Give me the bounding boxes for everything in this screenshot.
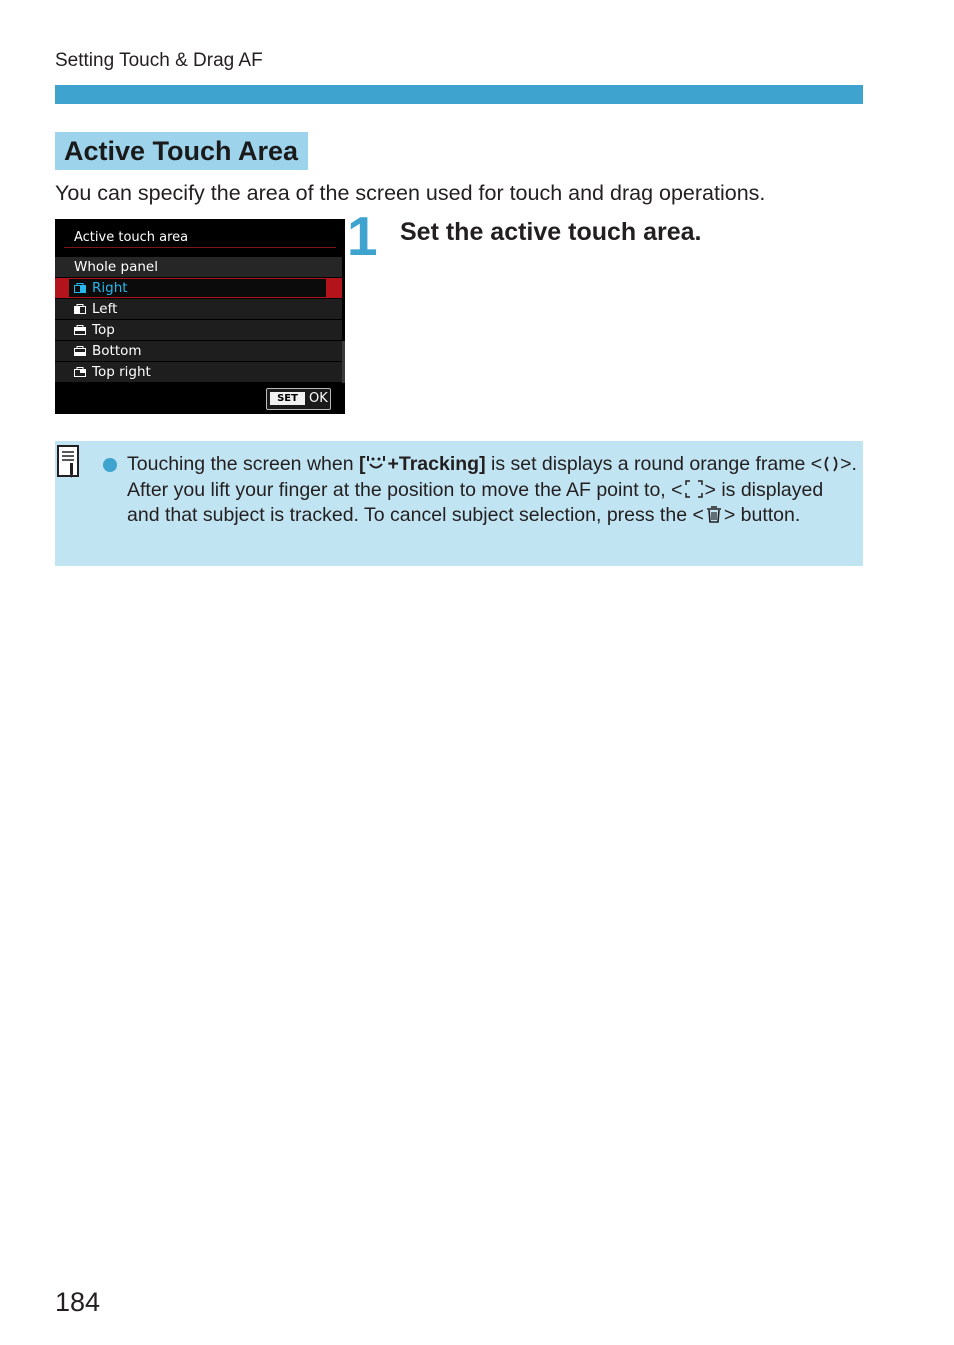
top-area-icon: [74, 325, 86, 335]
menu-item-label: Top: [92, 322, 115, 338]
menu-item-top-right[interactable]: [55, 362, 342, 382]
top-right-area-icon: [74, 367, 86, 377]
round-frame-icon: [822, 455, 840, 473]
note-box: [55, 441, 863, 566]
note-text: Touching the screen when [ +Tracking] is set displays a round orange frame < >. After you lift your finger at the position to move the AF point to, < > is displayed and that subject is tracked. To cancel subject selection, press the < > button.: [127, 453, 857, 526]
menu-item-label: Bottom: [92, 343, 142, 359]
camera-menu-screen: [55, 219, 345, 414]
header-bar: [55, 85, 863, 104]
menu-title-divider: [64, 247, 336, 248]
bullet-icon: [103, 458, 117, 472]
memo-icon: [57, 445, 83, 479]
menu-item-label: Whole panel: [74, 259, 158, 275]
menu-item-label: Left: [92, 301, 118, 317]
section-title: Active Touch Area: [55, 132, 308, 170]
menu-item-label: Top right: [92, 364, 151, 380]
step-number: 1: [347, 205, 378, 267]
set-ok-button[interactable]: [266, 388, 331, 410]
running-head: Setting Touch & Drag AF: [55, 50, 263, 71]
ok-label: OK: [309, 391, 328, 406]
set-key-icon: SET: [270, 392, 305, 405]
menu-list: [55, 257, 342, 383]
face-tracking-icon: [365, 453, 387, 473]
intro-text: You can specify the area of the screen used for touch and drag operations.: [55, 181, 766, 205]
menu-item-top[interactable]: [55, 320, 342, 340]
bottom-area-icon: [74, 346, 86, 356]
menu-item-whole-panel[interactable]: [55, 257, 342, 277]
menu-scrollbar[interactable]: [342, 341, 345, 383]
right-area-icon: [74, 283, 86, 293]
trash-icon: [704, 504, 724, 524]
menu-item-label: Right: [92, 280, 128, 296]
page-number: 184: [55, 1287, 101, 1317]
step-heading: Set the active touch area.: [400, 218, 702, 246]
menu-item-right[interactable]: [55, 278, 342, 298]
left-area-icon: [74, 304, 86, 314]
menu-title: Active touch area: [74, 230, 189, 245]
menu-item-left[interactable]: [55, 299, 342, 319]
tracking-frame-icon: [683, 479, 705, 499]
menu-item-bottom[interactable]: [55, 341, 342, 361]
